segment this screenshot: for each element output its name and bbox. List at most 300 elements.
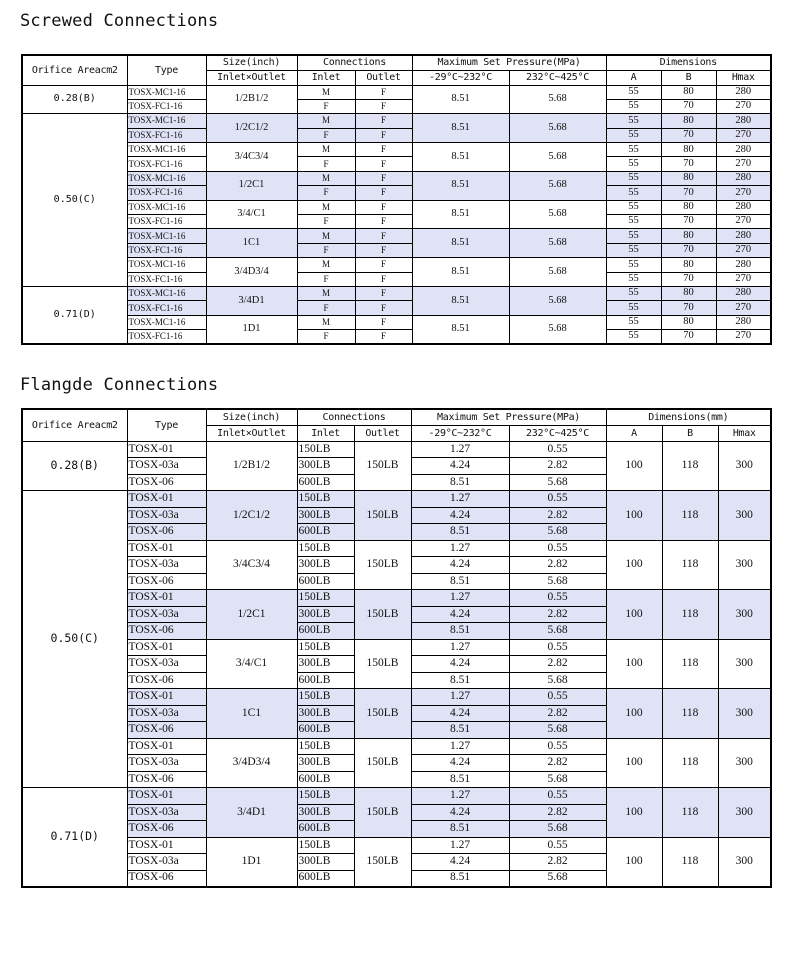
orifice-cell: 0.71(D) (22, 286, 127, 344)
pressure-high-cell: 0.55 (509, 540, 606, 557)
pressure-high-cell: 5.68 (509, 821, 606, 838)
type-cell: TOSX-MC1-16 (127, 229, 206, 243)
dim-b-cell: 70 (661, 301, 716, 315)
pressure-low-cell: 8.51 (412, 85, 509, 114)
size-subheader: Inlet×Outlet (206, 70, 297, 85)
size-cell: 1/2C1 (206, 590, 297, 640)
pressure-low-cell: 8.51 (412, 200, 509, 229)
type-cell: TOSX-01 (127, 491, 206, 508)
type-cell: TOSX-FC1-16 (127, 128, 206, 142)
pressure-high-cell: 5.68 (509, 286, 606, 315)
table-row (22, 171, 771, 185)
dim-b-cell: 80 (661, 315, 716, 329)
pressure-high-cell: 5.68 (509, 114, 606, 143)
dim-a-cell: 55 (606, 200, 661, 214)
inlet-cell: F (297, 215, 355, 229)
inlet-cell: F (297, 99, 355, 113)
table-row (22, 788, 771, 805)
pressure-low-cell: 8.51 (412, 143, 509, 172)
table-row (22, 243, 771, 257)
pressure-low-cell: 4.24 (411, 507, 509, 524)
outlet-cell: 150LB (354, 788, 411, 838)
dim-a-cell: 55 (606, 143, 661, 157)
hmax-cell: 300 (718, 788, 771, 838)
pressure-high-cell: 0.55 (509, 738, 606, 755)
pressure-low-cell: 1.27 (411, 441, 509, 458)
table-row (22, 258, 771, 272)
type-cell: TOSX-06 (127, 623, 206, 640)
pressure-low-cell: 1.27 (411, 590, 509, 607)
dim-b-header: B (662, 425, 718, 441)
dim-b-cell: 80 (661, 229, 716, 243)
type-cell: TOSX-01 (127, 441, 206, 458)
size-cell: 3/4C3/4 (206, 143, 297, 172)
dim-b-header: B (661, 70, 716, 85)
pressure-low-cell: 8.51 (411, 474, 509, 491)
pressure-high-cell: 0.55 (509, 837, 606, 854)
dim-b-cell: 70 (661, 186, 716, 200)
type-cell: TOSX-FC1-16 (127, 99, 206, 113)
dim-a-cell: 100 (606, 491, 662, 541)
header-row (22, 409, 771, 425)
table-row (22, 590, 771, 607)
pressure-high-cell: 5.68 (509, 258, 606, 287)
hmax-header: Hmax (718, 425, 771, 441)
hmax-cell: 280 (716, 286, 771, 300)
pressure-low-cell: 4.24 (411, 557, 509, 574)
pressure-high-cell: 5.68 (509, 85, 606, 114)
inlet-cell: F (297, 272, 355, 286)
type-cell: TOSX-06 (127, 524, 206, 541)
type-cell: TOSX-FC1-16 (127, 330, 206, 344)
pressure-high-cell: 0.55 (509, 491, 606, 508)
table-row (22, 286, 771, 300)
inlet-cell: 300LB (297, 557, 354, 574)
inlet-cell: 600LB (297, 524, 354, 541)
dim-a-cell: 55 (606, 330, 661, 344)
type-cell: TOSX-06 (127, 722, 206, 739)
outlet-cell: F (355, 85, 412, 99)
pressure-high-cell: 0.55 (509, 639, 606, 656)
type-cell: TOSX-03a (127, 854, 206, 871)
table-row (22, 639, 771, 656)
inlet-cell: 300LB (297, 755, 354, 772)
orifice-header: Orifice Areacm2 (22, 55, 127, 85)
hmax-cell: 300 (718, 639, 771, 689)
type-cell: TOSX-FC1-16 (127, 157, 206, 171)
inlet-cell: F (297, 301, 355, 315)
hmax-cell: 280 (716, 114, 771, 128)
size-cell: 1/2B1/2 (206, 441, 297, 491)
outlet-cell: F (355, 128, 412, 142)
inlet-cell: 600LB (297, 870, 354, 887)
pressure-high-cell: 2.82 (509, 854, 606, 871)
inlet-cell: 150LB (297, 837, 354, 854)
outlet-cell: F (355, 315, 412, 329)
pressure-high-cell: 5.68 (509, 143, 606, 172)
size-cell: 3/4/C1 (206, 639, 297, 689)
dim-b-cell: 70 (661, 272, 716, 286)
pressure-high-cell: 0.55 (509, 689, 606, 706)
dim-a-cell: 55 (606, 128, 661, 142)
inlet-header: Inlet (297, 425, 354, 441)
inlet-cell: M (297, 143, 355, 157)
dim-a-cell: 55 (606, 286, 661, 300)
inlet-cell: M (297, 229, 355, 243)
pressure-low-cell: 1.27 (411, 837, 509, 854)
table-row (22, 114, 771, 128)
dim-b-cell: 70 (661, 330, 716, 344)
dim-b-cell: 118 (662, 689, 718, 739)
pressure-high-cell: 2.82 (509, 507, 606, 524)
pressure-low-cell: 8.51 (412, 286, 509, 315)
inlet-cell: 150LB (297, 639, 354, 656)
outlet-cell: F (355, 301, 412, 315)
table-row (22, 200, 771, 214)
table-row (22, 491, 771, 508)
pressure-high-cell: 5.68 (509, 870, 606, 887)
dim-a-cell: 55 (606, 186, 661, 200)
hmax-cell: 280 (716, 258, 771, 272)
pressure-low-cell: 8.51 (412, 258, 509, 287)
outlet-header: Outlet (355, 70, 412, 85)
table-row (22, 738, 771, 755)
pressure-low-cell: 8.51 (411, 771, 509, 788)
table-row (22, 99, 771, 113)
table-row (22, 441, 771, 458)
dim-b-cell: 80 (661, 143, 716, 157)
pressure-low-cell: 8.51 (411, 524, 509, 541)
type-cell: TOSX-MC1-16 (127, 171, 206, 185)
pressure-high-cell: 2.82 (509, 458, 606, 475)
inlet-cell: 150LB (297, 491, 354, 508)
inlet-cell: M (297, 315, 355, 329)
inlet-cell: 300LB (297, 854, 354, 871)
dim-a-cell: 55 (606, 229, 661, 243)
dim-b-cell: 70 (661, 243, 716, 257)
type-cell: TOSX-MC1-16 (127, 286, 206, 300)
inlet-cell: 150LB (297, 441, 354, 458)
pressure-low-cell: 8.51 (411, 821, 509, 838)
type-cell: TOSX-03a (127, 755, 206, 772)
hmax-cell: 270 (716, 186, 771, 200)
pressure-high-cell: 5.68 (509, 722, 606, 739)
hmax-cell: 300 (718, 689, 771, 739)
dimensions-header: Dimensions(mm) (606, 409, 771, 425)
dim-b-cell: 70 (661, 99, 716, 113)
hmax-cell: 270 (716, 128, 771, 142)
pressure-low-header: -29°C~232°C (411, 425, 509, 441)
inlet-cell: M (297, 114, 355, 128)
inlet-cell: 150LB (297, 590, 354, 607)
pressure-high-header: 232°C~425°C (509, 70, 606, 85)
dim-a-cell: 100 (606, 689, 662, 739)
inlet-cell: F (297, 157, 355, 171)
dim-b-cell: 70 (661, 128, 716, 142)
dim-a-cell: 100 (606, 837, 662, 887)
dim-b-cell: 118 (662, 540, 718, 590)
inlet-header: Inlet (297, 70, 355, 85)
dim-a-cell: 100 (606, 441, 662, 491)
inlet-cell: M (297, 200, 355, 214)
inlet-cell: 300LB (297, 705, 354, 722)
dim-a-cell: 100 (606, 590, 662, 640)
hmax-cell: 270 (716, 272, 771, 286)
connections-header: Connections (297, 409, 411, 425)
size-cell: 3/4D3/4 (206, 258, 297, 287)
pressure-header: Maximum Set Pressure(MPa) (412, 55, 606, 70)
type-cell: TOSX-01 (127, 590, 206, 607)
size-cell: 1/2C1 (206, 171, 297, 200)
outlet-cell: 150LB (354, 639, 411, 689)
size-subheader: Inlet×Outlet (206, 425, 297, 441)
size-cell: 3/4D1 (206, 788, 297, 838)
table-row (22, 272, 771, 286)
dimensions-header: Dimensions (606, 55, 771, 70)
outlet-cell: F (355, 157, 412, 171)
pressure-high-cell: 5.68 (509, 229, 606, 258)
table-row (22, 85, 771, 99)
type-cell: TOSX-06 (127, 771, 206, 788)
pressure-high-cell: 5.68 (509, 524, 606, 541)
hmax-cell: 270 (716, 99, 771, 113)
inlet-cell: 300LB (297, 804, 354, 821)
type-header: Type (127, 409, 206, 441)
orifice-cell: 0.71(D) (22, 788, 127, 887)
dim-a-cell: 55 (606, 171, 661, 185)
hmax-cell: 280 (716, 315, 771, 329)
outlet-cell: F (355, 99, 412, 113)
dim-a-cell: 55 (606, 258, 661, 272)
pressure-low-cell: 8.51 (411, 573, 509, 590)
dim-a-cell: 55 (606, 272, 661, 286)
size-cell: 3/4D1 (206, 286, 297, 315)
orifice-cell: 0.50(C) (22, 491, 127, 788)
type-cell: TOSX-01 (127, 689, 206, 706)
table-row (22, 128, 771, 142)
table-row (22, 301, 771, 315)
dim-b-cell: 80 (661, 200, 716, 214)
type-cell: TOSX-03a (127, 656, 206, 673)
dim-a-cell: 55 (606, 243, 661, 257)
hmax-cell: 270 (716, 243, 771, 257)
pressure-high-cell: 2.82 (509, 656, 606, 673)
dim-a-cell: 55 (606, 301, 661, 315)
outlet-cell: F (355, 200, 412, 214)
dim-a-header: A (606, 70, 661, 85)
pressure-high-cell: 2.82 (509, 606, 606, 623)
hmax-cell: 270 (716, 330, 771, 344)
pressure-high-cell: 2.82 (509, 557, 606, 574)
pressure-low-cell: 4.24 (411, 606, 509, 623)
outlet-cell: 150LB (354, 837, 411, 887)
dim-a-cell: 55 (606, 99, 661, 113)
outlet-cell: F (355, 286, 412, 300)
header-row (22, 55, 771, 70)
size-cell: 3/4D3/4 (206, 738, 297, 788)
dim-b-cell: 80 (661, 258, 716, 272)
outlet-cell: 150LB (354, 540, 411, 590)
type-cell: TOSX-MC1-16 (127, 143, 206, 157)
hmax-cell: 280 (716, 229, 771, 243)
type-cell: TOSX-FC1-16 (127, 301, 206, 315)
type-cell: TOSX-03a (127, 705, 206, 722)
pressure-low-cell: 8.51 (412, 171, 509, 200)
pressure-low-cell: 8.51 (412, 229, 509, 258)
type-cell: TOSX-03a (127, 606, 206, 623)
inlet-cell: 150LB (297, 689, 354, 706)
dim-b-cell: 118 (662, 441, 718, 491)
hmax-cell: 280 (716, 85, 771, 99)
inlet-cell: 150LB (297, 788, 354, 805)
type-cell: TOSX-03a (127, 804, 206, 821)
pressure-header: Maximum Set Pressure(MPa) (411, 409, 606, 425)
inlet-cell: 300LB (297, 458, 354, 475)
outlet-cell: 150LB (354, 738, 411, 788)
dim-b-cell: 118 (662, 491, 718, 541)
screwed-connections-title: Screwed Connections (20, 11, 219, 31)
hmax-cell: 280 (716, 143, 771, 157)
hmax-cell: 270 (716, 157, 771, 171)
outlet-cell: F (355, 243, 412, 257)
pressure-high-cell: 2.82 (509, 755, 606, 772)
hmax-cell: 300 (718, 590, 771, 640)
inlet-cell: F (297, 243, 355, 257)
pressure-low-cell: 4.24 (411, 804, 509, 821)
screwed-connections-table (21, 54, 772, 345)
flanged-connections-title: Flangde Connections (20, 375, 219, 395)
size-cell: 3/4C3/4 (206, 540, 297, 590)
pressure-high-cell: 5.68 (509, 573, 606, 590)
pressure-high-cell: 5.68 (509, 623, 606, 640)
size-cell: 3/4/C1 (206, 200, 297, 229)
type-cell: TOSX-FC1-16 (127, 243, 206, 257)
inlet-cell: 600LB (297, 722, 354, 739)
size-header: Size(inch) (206, 55, 297, 70)
pressure-low-header: -29°C~232°C (412, 70, 509, 85)
orifice-cell: 0.50(C) (22, 114, 127, 287)
table-row (22, 837, 771, 854)
type-cell: TOSX-MC1-16 (127, 258, 206, 272)
dim-b-cell: 118 (662, 837, 718, 887)
size-cell: 1/2C1/2 (206, 491, 297, 541)
hmax-cell: 280 (716, 200, 771, 214)
outlet-cell: F (355, 330, 412, 344)
table-row (22, 330, 771, 344)
pressure-high-cell: 0.55 (509, 788, 606, 805)
dim-b-cell: 80 (661, 171, 716, 185)
hmax-cell: 300 (718, 837, 771, 887)
dim-b-cell: 118 (662, 738, 718, 788)
inlet-cell: M (297, 85, 355, 99)
size-cell: 1D1 (206, 315, 297, 344)
hmax-cell: 270 (716, 301, 771, 315)
pressure-low-cell: 4.24 (411, 656, 509, 673)
pressure-low-cell: 1.27 (411, 788, 509, 805)
pressure-low-cell: 1.27 (411, 540, 509, 557)
inlet-cell: 300LB (297, 606, 354, 623)
type-cell: TOSX-06 (127, 672, 206, 689)
dim-a-cell: 55 (606, 114, 661, 128)
dim-a-cell: 55 (606, 215, 661, 229)
dim-b-cell: 80 (661, 286, 716, 300)
dim-a-cell: 55 (606, 157, 661, 171)
dim-b-cell: 70 (661, 215, 716, 229)
table-row (22, 540, 771, 557)
outlet-cell: 150LB (354, 590, 411, 640)
pressure-low-cell: 4.24 (411, 854, 509, 871)
size-cell: 1C1 (206, 689, 297, 739)
pressure-high-cell: 2.82 (509, 705, 606, 722)
type-cell: TOSX-MC1-16 (127, 200, 206, 214)
pressure-high-cell: 5.68 (509, 315, 606, 344)
inlet-cell: 300LB (297, 656, 354, 673)
pressure-low-cell: 8.51 (411, 722, 509, 739)
hmax-cell: 300 (718, 738, 771, 788)
inlet-cell: 600LB (297, 623, 354, 640)
outlet-cell: F (355, 272, 412, 286)
size-cell: 1C1 (206, 229, 297, 258)
hmax-cell: 300 (718, 540, 771, 590)
inlet-cell: 150LB (297, 738, 354, 755)
pressure-low-cell: 4.24 (411, 458, 509, 475)
size-cell: 1/2C1/2 (206, 114, 297, 143)
inlet-cell: M (297, 258, 355, 272)
inlet-cell: 600LB (297, 672, 354, 689)
dim-b-cell: 80 (661, 114, 716, 128)
outlet-cell: F (355, 215, 412, 229)
pressure-high-cell: 5.68 (509, 200, 606, 229)
hmax-cell: 300 (718, 441, 771, 491)
pressure-low-cell: 1.27 (411, 689, 509, 706)
dim-a-cell: 100 (606, 738, 662, 788)
outlet-cell: 150LB (354, 441, 411, 491)
dim-b-cell: 118 (662, 590, 718, 640)
pressure-low-cell: 1.27 (411, 639, 509, 656)
inlet-cell: 600LB (297, 771, 354, 788)
type-cell: TOSX-MC1-16 (127, 85, 206, 99)
table-row (22, 157, 771, 171)
type-cell: TOSX-01 (127, 837, 206, 854)
pressure-high-cell: 5.68 (509, 672, 606, 689)
pressure-low-cell: 8.51 (411, 870, 509, 887)
outlet-cell: F (355, 186, 412, 200)
type-cell: TOSX-MC1-16 (127, 114, 206, 128)
type-cell: TOSX-03a (127, 507, 206, 524)
size-cell: 1D1 (206, 837, 297, 887)
type-cell: TOSX-06 (127, 573, 206, 590)
pressure-low-cell: 4.24 (411, 755, 509, 772)
inlet-cell: 600LB (297, 573, 354, 590)
pressure-low-cell: 8.51 (412, 114, 509, 143)
pressure-high-cell: 2.82 (509, 804, 606, 821)
outlet-cell: 150LB (354, 689, 411, 739)
type-cell: TOSX-01 (127, 639, 206, 656)
pressure-low-cell: 1.27 (411, 491, 509, 508)
outlet-cell: F (355, 258, 412, 272)
dim-a-cell: 55 (606, 315, 661, 329)
orifice-header: Orifice Areacm2 (22, 409, 127, 441)
pressure-high-cell: 0.55 (509, 441, 606, 458)
table-row (22, 215, 771, 229)
type-cell: TOSX-01 (127, 738, 206, 755)
dim-b-cell: 118 (662, 788, 718, 838)
outlet-cell: F (355, 229, 412, 243)
dim-a-cell: 55 (606, 85, 661, 99)
inlet-cell: 300LB (297, 507, 354, 524)
dim-b-cell: 118 (662, 639, 718, 689)
inlet-cell: M (297, 171, 355, 185)
